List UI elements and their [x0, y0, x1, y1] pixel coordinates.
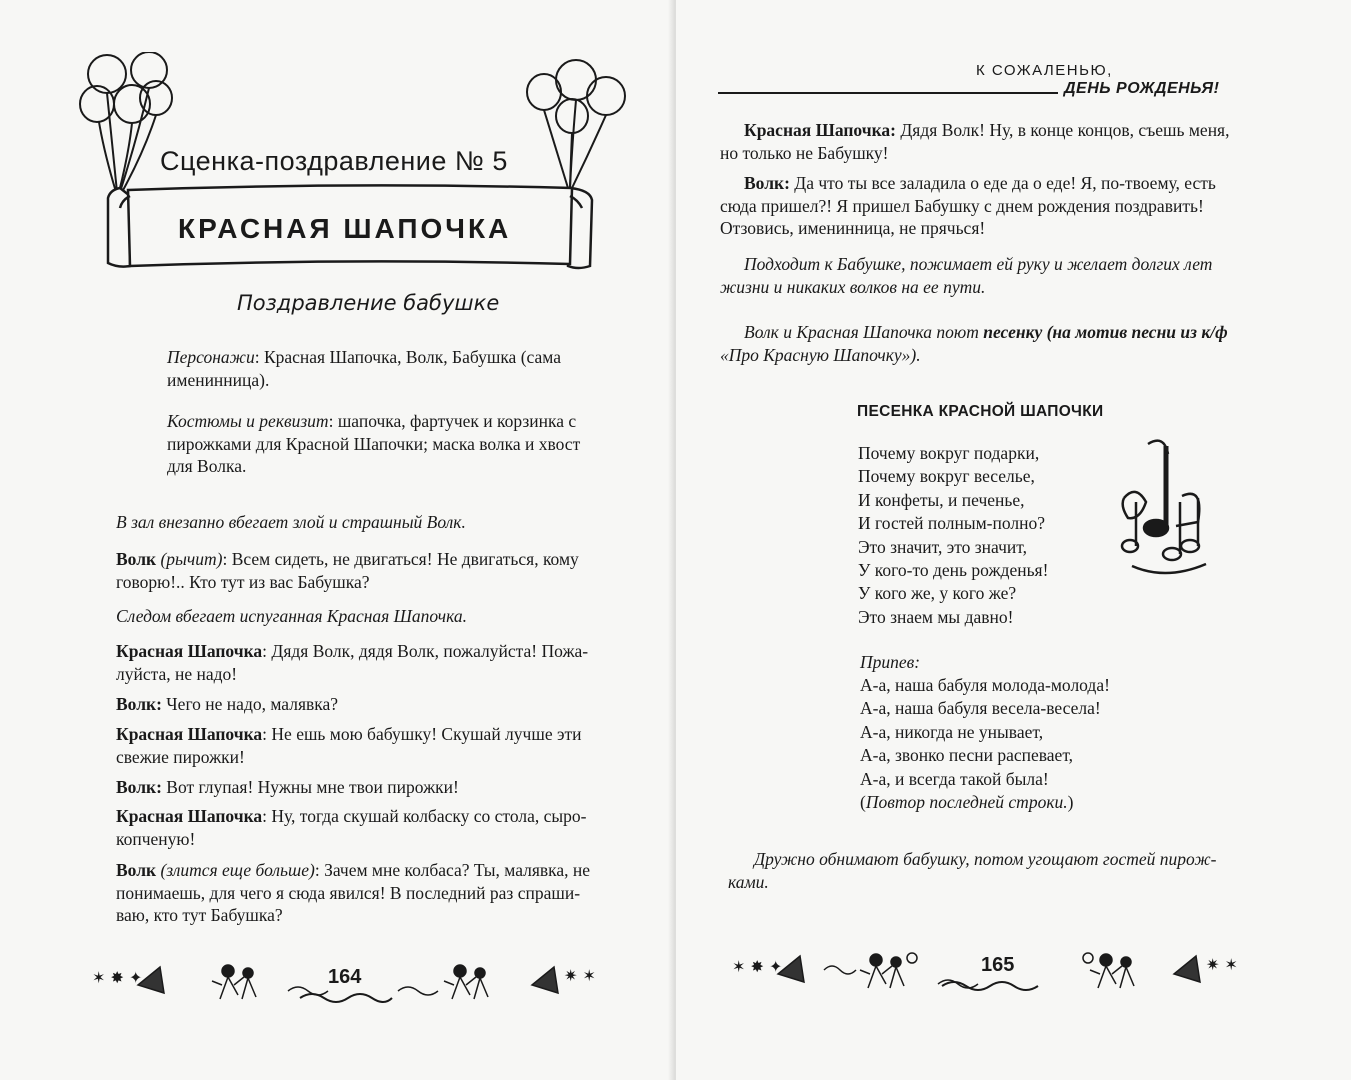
role-wolf: Волк: [744, 173, 790, 193]
role-wolf: Волк [116, 549, 157, 569]
role-wolf: Волк [116, 860, 157, 880]
role-riding-hood: Красная Шапочка [116, 724, 263, 744]
svg-text:✷ ✶: ✷ ✶ [1206, 955, 1238, 974]
role-wolf: Волк: [116, 777, 162, 797]
subtitle: Поздравление бабушке [237, 291, 500, 315]
stage-line-2: ками. [728, 871, 769, 892]
dialogue-riding-hood-3 [116, 805, 586, 850]
dialogue-text-2: но только не Бабушку! [720, 142, 889, 163]
repeat-close: ) [1067, 791, 1074, 812]
repeat-note [860, 791, 1110, 814]
verse-line: Почему вокруг подарки, [858, 443, 1040, 463]
stage-direction-3 [720, 253, 1213, 298]
characters-text: : Красная Шапочка, Волк, Бабушка (сама [254, 347, 561, 367]
page-number-underline-right [938, 978, 1048, 994]
running-header-top: К СОЖАЛЕНЬЮ, [976, 62, 1113, 79]
props-text-3: для Волка. [167, 456, 247, 476]
song-word: песенку [983, 322, 1043, 342]
svg-text:✶ ✸ ✦: ✶ ✸ ✦ [92, 968, 143, 987]
song-chorus [860, 674, 1110, 814]
verse-line: У кого-то день рожденья! [858, 559, 1049, 580]
dialogue-wolf-1 [116, 548, 579, 593]
dialogue-wolf-4 [116, 859, 590, 927]
dialogue-text: : Зачем мне колбаса? Ты, малявка, не [314, 860, 591, 880]
stage-direction-4 [720, 321, 1228, 366]
song-verse [858, 442, 1048, 629]
scene-title: Сценка-поздравление № 5 [160, 146, 508, 176]
chorus-line: А-а, наша бабуля молода-молода! [860, 675, 1110, 695]
stage-line-1: Подходит к Бабушке, пожимает ей руку и желает долгих лет [744, 254, 1213, 274]
stage-direction-1: В зал внезапно вбегает злой и страшный Волк. [116, 512, 466, 532]
wolf-note: (злится еще больше) [160, 860, 315, 880]
repeat-text: Повтор последней строки. [865, 791, 1068, 812]
props-paragraph [167, 410, 580, 478]
chorus-line: А-а, звонко песни распевает, [860, 745, 1074, 766]
verse-line: И гостей полным-полно? [858, 513, 1046, 534]
characters-label: Персонажи [167, 347, 255, 367]
music-notes-illustration [1116, 436, 1226, 586]
verse-line: И конфеты, и печенье, [858, 489, 1025, 510]
header-rule [718, 92, 1058, 94]
dialogue-text-2: понимаешь, для чего я сюда явился! В последний раз спраши- [116, 882, 581, 903]
song-title: ПЕСЕНКА КРАСНОЙ ШАПОЧКИ [857, 403, 1104, 420]
dialogue-riding-hood-4 [720, 119, 1230, 164]
balloons-right-illustration [520, 56, 640, 196]
characters-text-2: именинница). [167, 369, 270, 390]
dialogue-text: Да что ты все заладила о еде да о еде! Я, по-твоему, есть [789, 173, 1216, 193]
stage-line-1: Дружно обнимают бабушку, потом угощают гостей пирож- [754, 849, 1217, 869]
dialogue-text: Дядя Волк! Ну, в конце концов, съешь меня, [896, 120, 1230, 140]
dialogue-text: : Дядя Волк, дядя Волк, пожалуйста! Пожа- [262, 641, 589, 661]
role-wolf: Волк: [116, 694, 162, 714]
page-number-right: 165 [981, 954, 1015, 976]
verse-line: У кого же, у кого же? [858, 583, 1017, 604]
dialogue-wolf-2 [116, 693, 338, 716]
verse-line: Это значит, это значит, [858, 536, 1027, 557]
dialogue-text: : Всем сидеть, не двигаться! Не двигаться, кому [222, 549, 579, 569]
props-text-2: пирожками для Красной Шапочки; маска волка и хвост [167, 433, 581, 454]
dialogue-text-3: Отзовись, именинница, не прячься! [720, 218, 986, 238]
right-page [676, 0, 1351, 1080]
dialogue-text-2: говорю!.. Кто тут из вас Бабушка? [116, 571, 370, 592]
props-text: : шапочка, фартучек и корзинка с [328, 411, 577, 431]
dialogue-riding-hood-1 [116, 640, 588, 685]
dialogue-text-2: копченую! [116, 828, 196, 849]
chorus-line: А-а, никогда не унывает, [860, 721, 1044, 742]
dialogue-text: : Ну, тогда скушай колбаску со стола, сыро- [262, 806, 587, 826]
dialogue-wolf-3 [116, 776, 459, 799]
role-riding-hood: Красная Шапочка [116, 806, 263, 826]
stage-direction-2: Следом вбегает испуганная Красная Шапочка. [116, 606, 467, 626]
dialogue-text-3: ваю, кто тут Бабушка? [116, 905, 283, 925]
dialogue-text-2: свежие пирожки! [116, 746, 245, 767]
verse-line: Почему вокруг веселье, [858, 466, 1035, 487]
dialogue-text: : Не ешь мою бабушку! Скушай лучше эти [262, 724, 582, 744]
banner-title: КРАСНАЯ ШАПОЧКА [178, 213, 512, 244]
wolf-note: (рычит) [160, 549, 223, 569]
dialogue-text: Чего не надо, малявка? [161, 694, 339, 714]
chorus-label [860, 651, 920, 674]
chorus-line: А-а, наша бабуля весела-весела! [860, 698, 1101, 719]
stage-text: Волк и Красная Шапочка поют [744, 322, 984, 342]
page-number-left: 164 [328, 966, 362, 988]
page-number-underline-left [296, 990, 396, 1006]
characters-paragraph [167, 346, 561, 391]
final-stage-direction [728, 848, 1217, 893]
dialogue-text-2: сюда пришел?! Я пришел Бабушку с днем рождения поздравить! [720, 195, 1204, 216]
stage-line-2: жизни и никаких волков на ее пути. [720, 276, 986, 297]
dialogue-text: Вот глупая! Нужны мне твои пирожки! [161, 777, 459, 797]
chorus-line: А-а, и всегда такой была! [860, 768, 1049, 789]
stage-line-2: «Про Красную Шапочку»). [720, 344, 921, 365]
running-header-bottom: ДЕНЬ РОЖДЕНЬЯ! [1064, 80, 1220, 97]
dialogue-text-2: луйста, не надо! [116, 663, 238, 684]
dialogue-riding-hood-2 [116, 723, 582, 768]
role-riding-hood: Красная Шапочка: [744, 120, 896, 140]
role-riding-hood: Красная Шапочка [116, 641, 263, 661]
props-label: Костюмы и реквизит [167, 411, 329, 431]
stage-text-bold: (на мотив песни из к/ф [1042, 322, 1228, 342]
repeat-open: ( [860, 791, 866, 812]
dialogue-wolf-5 [720, 172, 1216, 240]
chorus-label-text: Припев: [860, 652, 921, 672]
verse-line: Это знаем мы давно! [858, 606, 1014, 627]
svg-text:✷ ✶: ✷ ✶ [564, 966, 596, 985]
svg-text:✶ ✸ ✦: ✶ ✸ ✦ [732, 957, 783, 976]
